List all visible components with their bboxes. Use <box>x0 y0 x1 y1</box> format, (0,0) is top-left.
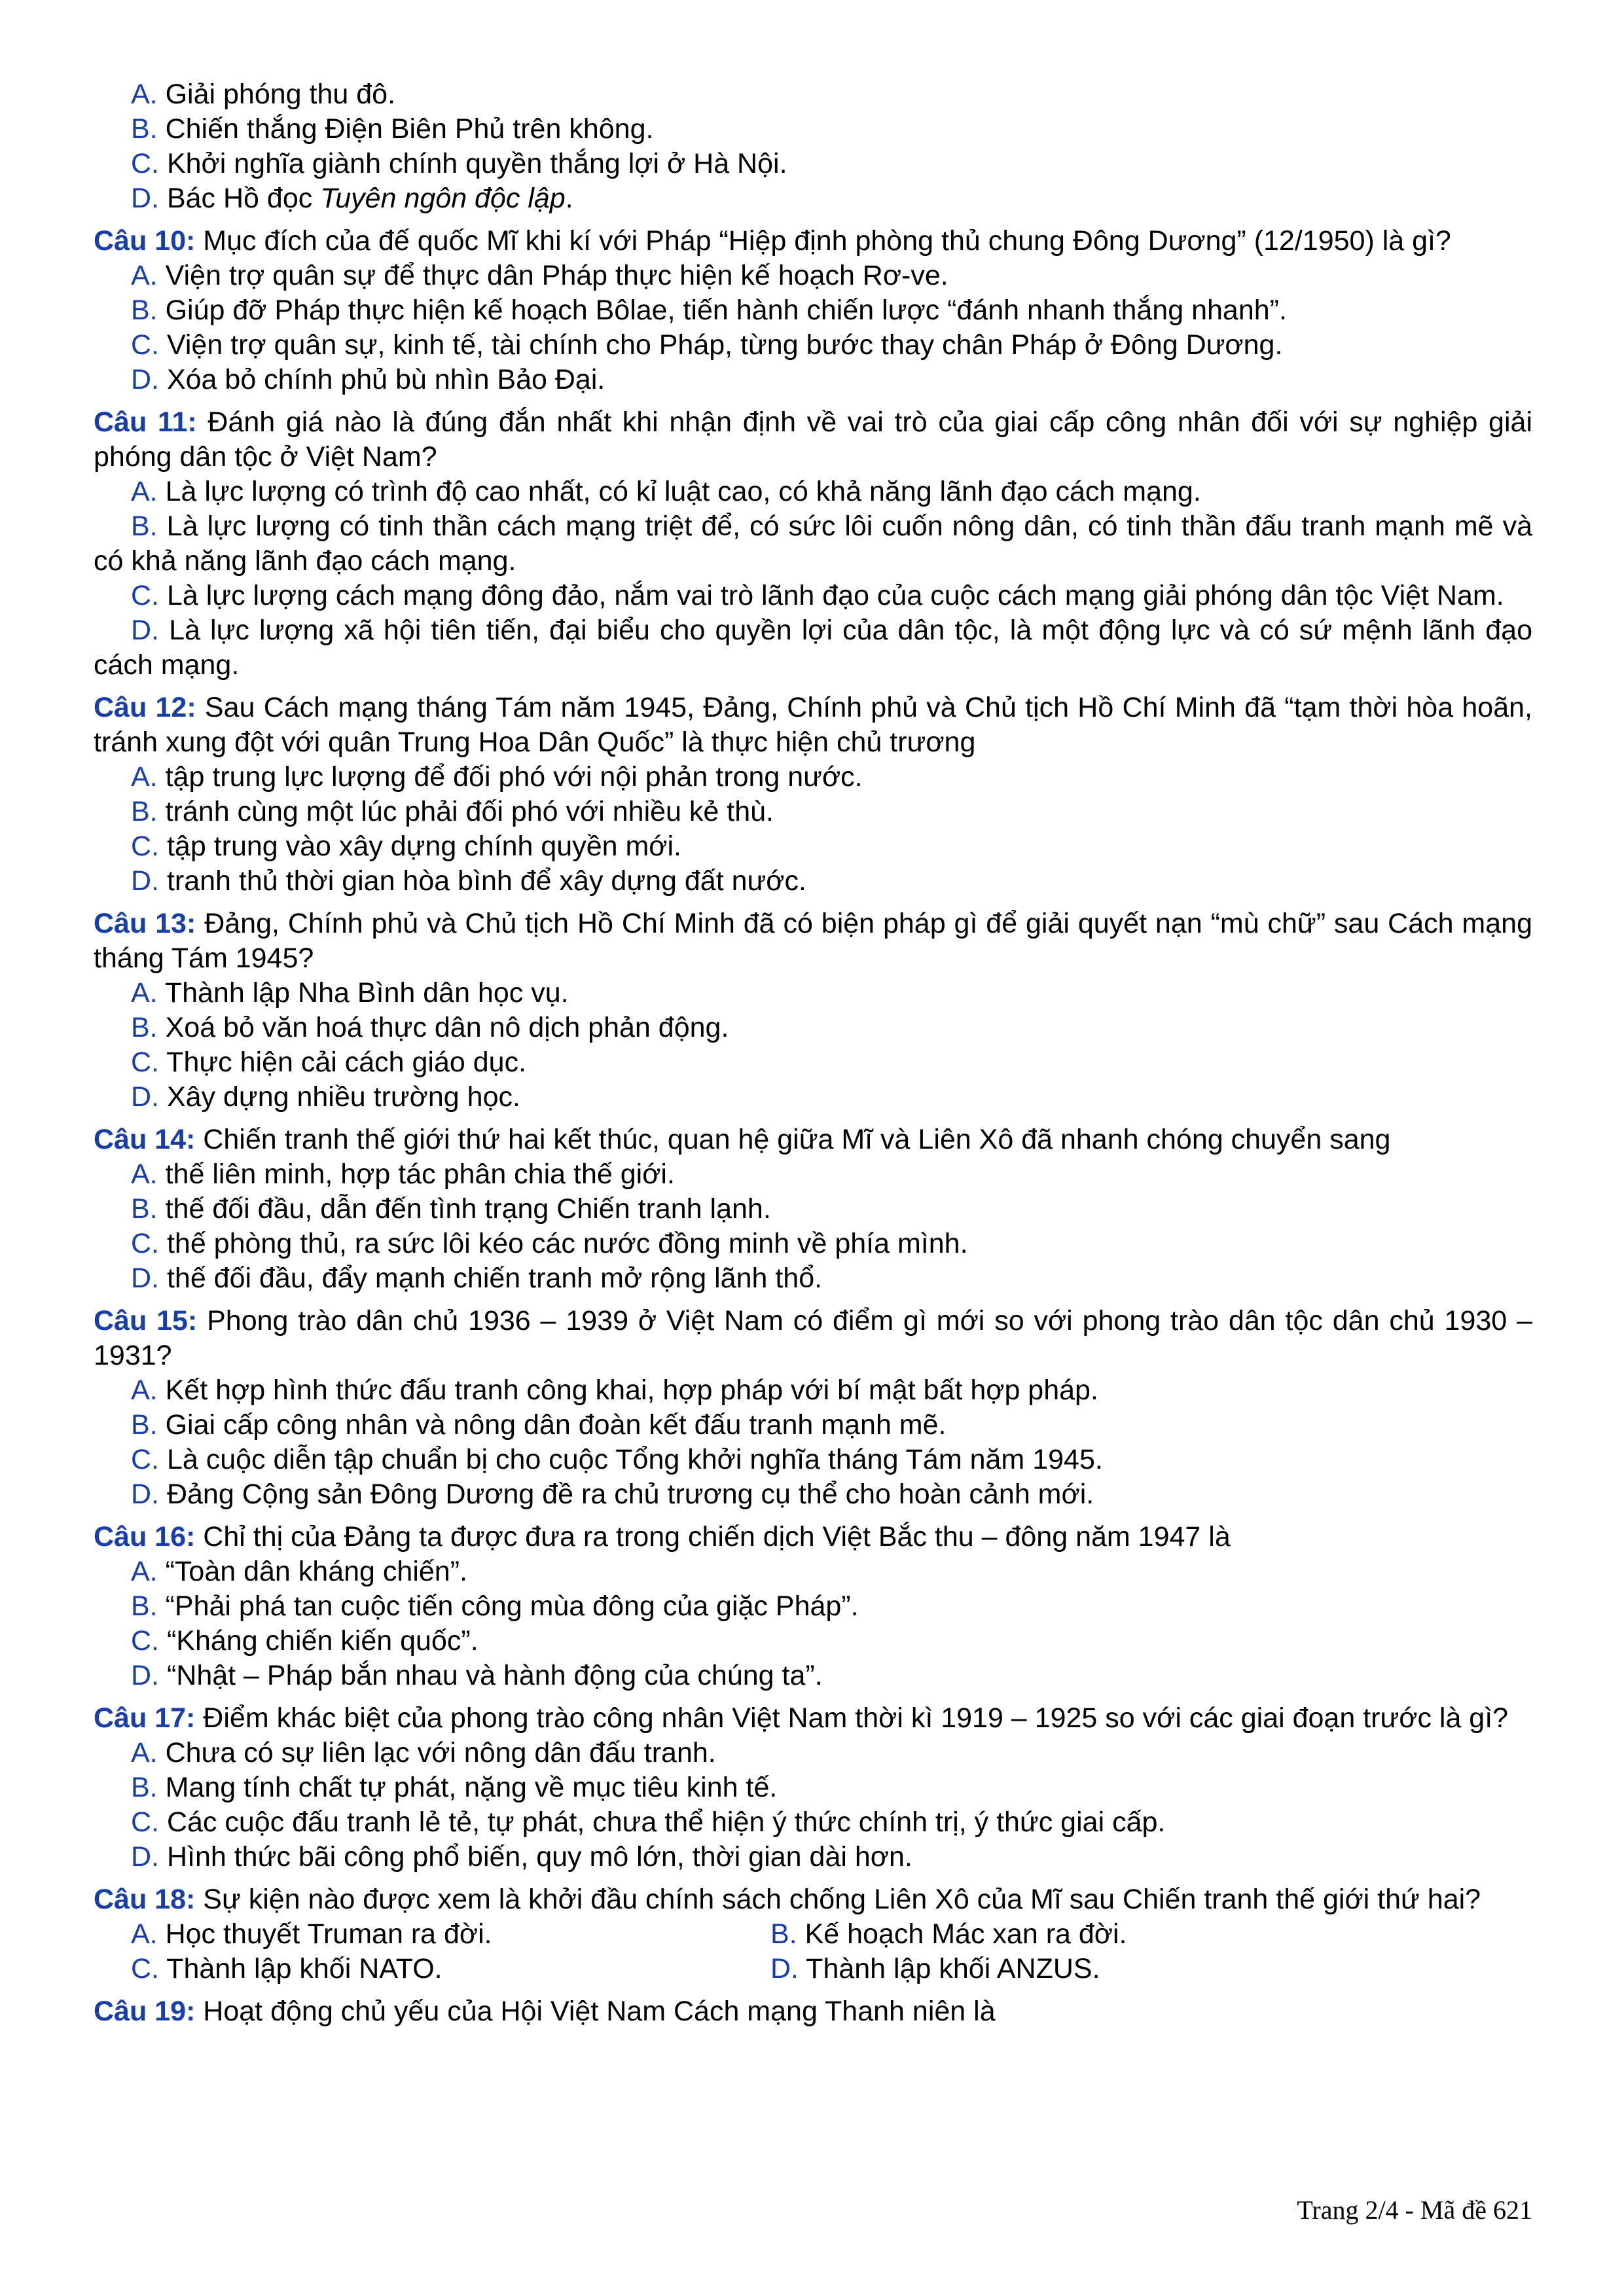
q12-option-b <box>94 795 1532 829</box>
option-letter: A. <box>131 1374 158 1406</box>
question-text: Sau Cách mạng tháng Tám năm 1945, Đảng, Chính phủ và Chủ tịch Hồ Chí Minh đã “tạm thời hòa hoãn, tránh xung đột với quân Trung Hoa Dân Quốc” là thực hiện chủ trương <box>94 692 1532 758</box>
option-text: Kết hợp hình thức đấu tranh công khai, hợp pháp với bí mật bất hợp pháp. <box>165 1374 1098 1406</box>
option-letter: B. <box>131 511 158 542</box>
option-letter: B. <box>131 1409 158 1441</box>
option-letter: C. <box>131 1625 159 1657</box>
option-text: Là lực lượng xã hội tiên tiến, đại biểu cho quyền lợi của dân tộc, là một động lực và có sứ mệnh lãnh đạo cách mạng. <box>94 615 1532 681</box>
option-text: thế liên minh, hợp tác phân chia thế giới. <box>165 1158 675 1190</box>
option-letter: B. <box>131 1772 158 1803</box>
q14-option-a <box>94 1157 1532 1192</box>
q15-option-b <box>94 1408 1532 1443</box>
option-text: “Kháng chiến kiến quốc”. <box>166 1625 478 1657</box>
option-text: thế đối đầu, đẩy mạnh chiến tranh mở rộng lãnh thổ. <box>166 1263 823 1294</box>
option-letter: B. <box>131 295 158 326</box>
option-letter: C. <box>131 1953 159 1984</box>
question-number: Câu 12: <box>94 692 196 723</box>
question-text: Đảng, Chính phủ và Chủ tịch Hồ Chí Minh đã có biện pháp gì để giải quyết nạn “mù chữ” sau Cách mạng tháng Tám 1945? <box>94 908 1532 974</box>
option-text: Thành lập Nha Bình dân học vụ. <box>164 977 569 1009</box>
q17-option-c <box>94 1805 1532 1840</box>
question-17 <box>94 1701 1532 1736</box>
option-text: Viện trợ quân sự, kinh tế, tài chính cho Pháp, từng bước thay chân Pháp ở Đông Dương. <box>166 329 1283 361</box>
q18-option-d <box>770 1952 1410 1986</box>
option-letter: A. <box>131 79 158 110</box>
question-text: Mục đích của đế quốc Mĩ khi kí với Pháp “Hiệp định phòng thủ chung Đông Dương” (12/1950) là gì? <box>203 225 1451 257</box>
q14-option-d <box>94 1261 1532 1296</box>
question-number: Câu 15: <box>94 1305 198 1336</box>
option-text: tránh cùng một lúc phải đối phó với nhiều kẻ thù. <box>165 796 774 827</box>
q18-option-c <box>131 1952 770 1986</box>
question-text: Phong trào dân chủ 1936 – 1939 ở Việt Nam có điểm gì mới so với phong trào dân tộc dân chủ 1930 – 1931? <box>94 1305 1532 1371</box>
question-number: Câu 19: <box>94 1996 196 2027</box>
option-text: tập trung vào xây dựng chính quyền mới. <box>166 831 682 862</box>
question-15 <box>94 1304 1532 1373</box>
option-text: “Phải phá tan cuộc tiến công mùa đông của giặc Pháp”. <box>165 1590 859 1622</box>
q10-option-b <box>94 293 1532 328</box>
option-text: “Nhật – Pháp bắn nhau và hành động của chúng ta”. <box>166 1660 823 1691</box>
option-text: Đảng Cộng sản Đông Dương đề ra chủ trương cụ thể cho hoàn cảnh mới. <box>166 1479 1094 1510</box>
option-text: Giai cấp công nhân và nông dân đoàn kết đấu tranh mạnh mẽ. <box>165 1409 947 1441</box>
q10-option-c <box>94 328 1532 363</box>
question-number: Câu 17: <box>94 1702 196 1734</box>
option-letter: A. <box>131 260 158 291</box>
q11-option-a <box>94 475 1532 509</box>
option-text: Thành lập khối ANZUS. <box>806 1953 1100 1984</box>
q17-option-d <box>94 1840 1532 1874</box>
option-letter: A. <box>131 1918 158 1950</box>
question-10 <box>94 224 1532 259</box>
q16-option-d <box>94 1659 1532 1693</box>
option-letter: C. <box>131 1228 159 1259</box>
q13-option-b <box>94 1011 1532 1045</box>
question-number: Câu 18: <box>94 1884 196 1915</box>
question-number: Câu 16: <box>94 1521 196 1552</box>
option-text-suffix: . <box>565 183 573 214</box>
option-letter: D. <box>131 364 159 395</box>
question-14 <box>94 1122 1532 1157</box>
question-text: Sự kiện nào được xem là khởi đầu chính sách chống Liên Xô của Mĩ sau Chiến tranh thế giới thứ hai? <box>203 1884 1481 1915</box>
question-12 <box>94 691 1532 760</box>
q11-option-c <box>94 579 1532 613</box>
question-number: Câu 10: <box>94 225 196 257</box>
option-text: Mang tính chất tự phát, nặng về mục tiêu kinh tế. <box>165 1772 778 1803</box>
option-letter: A. <box>131 761 158 793</box>
q16-option-b <box>94 1589 1532 1624</box>
option-text: Viện trợ quân sự để thực dân Pháp thực hiện kế hoạch Rơ-ve. <box>165 260 948 291</box>
option-text: Các cuộc đấu tranh lẻ tẻ, tự phát, chưa thể hiện ý thức chính trị, ý thức giai cấp. <box>166 1806 1166 1838</box>
question-text: Chỉ thị của Đảng ta được đưa ra trong chiến dịch Việt Bắc thu – đông năm 1947 là <box>203 1521 1231 1552</box>
q18-options-grid <box>94 1917 1532 1986</box>
option-letter: D. <box>131 1841 159 1873</box>
option-text: Xóa bỏ chính phủ bù nhìn Bảo Đại. <box>166 364 605 395</box>
q17-option-b <box>94 1770 1532 1805</box>
option-letter: C. <box>131 1444 159 1475</box>
q14-option-b <box>94 1192 1532 1227</box>
option-letter: A. <box>131 476 158 507</box>
question-11 <box>94 405 1532 475</box>
option-text: Khởi nghĩa giành chính quyền thắng lợi ở Hà Nội. <box>166 148 787 179</box>
option-letter: C. <box>131 580 159 611</box>
option-letter: B. <box>770 1918 797 1950</box>
option-text: thế đối đầu, dẫn đến tình trạng Chiến tranh lạnh. <box>165 1193 771 1225</box>
option-text: thế phòng thủ, ra sức lôi kéo các nước đồng minh về phía mình. <box>166 1228 968 1259</box>
q13-option-c <box>94 1045 1532 1080</box>
question-number: Câu 11: <box>94 406 197 438</box>
q17-option-a <box>94 1736 1532 1770</box>
q12-option-d <box>94 864 1532 899</box>
question-16 <box>94 1520 1532 1554</box>
q9-option-a <box>94 77 1532 112</box>
option-text: “Toàn dân kháng chiến”. <box>165 1556 467 1587</box>
q9-option-c <box>94 147 1532 181</box>
option-text: Thực hiện cải cách giáo dục. <box>166 1047 527 1078</box>
option-letter: A. <box>131 1737 158 1768</box>
q11-option-b <box>94 509 1532 579</box>
q13-option-a <box>94 976 1532 1011</box>
question-text: Chiến tranh thế giới thứ hai kết thúc, quan hệ giữa Mĩ và Liên Xô đã nhanh chóng chuyển sang <box>203 1124 1391 1155</box>
question-number: Câu 13: <box>94 908 196 939</box>
question-text: Hoạt động chủ yếu của Hội Việt Nam Cách mạng Thanh niên là <box>203 1996 996 2027</box>
option-text: Học thuyết Truman ra đời. <box>165 1918 492 1950</box>
q12-option-a <box>94 760 1532 795</box>
question-18 <box>94 1882 1532 1917</box>
q13-option-d <box>94 1080 1532 1115</box>
q11-option-d <box>94 613 1532 683</box>
q15-option-c <box>94 1443 1532 1477</box>
question-number: Câu 14: <box>94 1124 196 1155</box>
q15-option-a <box>94 1373 1532 1408</box>
option-text: Xây dựng nhiều trường học. <box>166 1081 520 1113</box>
option-text: Giải phóng thu đô. <box>165 79 396 110</box>
option-text: Xoá bỏ văn hoá thực dân nô dịch phản động. <box>165 1012 729 1043</box>
option-letter: A. <box>131 1158 158 1190</box>
option-letter: D. <box>131 1081 159 1113</box>
option-letter: C. <box>131 1806 159 1838</box>
option-letter: B. <box>131 1012 158 1043</box>
option-letter: D. <box>131 1660 159 1691</box>
option-text-italic: Tuyên ngôn độc lập <box>320 183 566 214</box>
question-13 <box>94 906 1532 976</box>
option-letter: B. <box>131 113 158 145</box>
option-letter: D. <box>131 865 159 897</box>
option-letter: C. <box>131 831 159 862</box>
q9-option-d <box>94 181 1532 216</box>
question-19 <box>94 1994 1532 2029</box>
option-letter: B. <box>131 1193 158 1225</box>
option-text: Chiến thắng Điện Biên Phủ trên không. <box>165 113 654 145</box>
q9-option-b <box>94 112 1532 147</box>
page-footer: Trang 2/4 - Mã đề 621 <box>1297 2195 1532 2225</box>
question-text: Điểm khác biệt của phong trào công nhân Việt Nam thời kì 1919 – 1925 so với các giai đoạn trước là gì? <box>203 1702 1509 1734</box>
q12-option-c <box>94 829 1532 864</box>
q16-option-c <box>94 1624 1532 1659</box>
option-text-prefix: Bác Hồ đọc <box>166 183 321 214</box>
option-letter: A. <box>131 1556 158 1587</box>
option-text: Là lực lượng cách mạng đông đảo, nắm vai trò lãnh đạo của cuộc cách mạng giải phóng dân tộc Việt Nam. <box>166 580 1504 611</box>
q18-option-b <box>770 1917 1410 1952</box>
q10-option-a <box>94 259 1532 293</box>
question-text: Đánh giá nào là đúng đắn nhất khi nhận định về vai trò của giai cấp công nhân đối với sự nghiệp giải phóng dân tộc ở Việt Nam? <box>94 406 1532 473</box>
q18-option-a <box>131 1917 770 1952</box>
option-text: tập trung lực lượng để đối phó với nội phản trong nước. <box>165 761 863 793</box>
option-text: Giúp đỡ Pháp thực hiện kế hoạch Bôlae, tiến hành chiến lược “đánh nhanh thắng nhanh”. <box>165 295 1287 326</box>
option-letter: B. <box>131 796 158 827</box>
option-text: Hình thức bãi công phổ biến, quy mô lớn, thời gian dài hơn. <box>166 1841 912 1873</box>
option-text: Chưa có sự liên lạc với nông dân đấu tranh. <box>165 1737 716 1768</box>
question-list <box>94 77 1532 2029</box>
q14-option-c <box>94 1227 1532 1261</box>
option-text: tranh thủ thời gian hòa bình để xây dựng đất nước. <box>166 865 806 897</box>
q16-option-a <box>94 1554 1532 1589</box>
option-letter: D. <box>131 1479 159 1510</box>
option-letter: B. <box>131 1590 158 1622</box>
q10-option-d <box>94 363 1532 397</box>
option-letter: C. <box>131 329 159 361</box>
option-letter: C. <box>131 1047 159 1078</box>
option-letter: A. <box>131 977 158 1009</box>
option-text: Thành lập khối NATO. <box>166 1953 442 1984</box>
option-letter: D. <box>131 183 159 214</box>
option-text: Là lực lượng có trình độ cao nhất, có kỉ luật cao, có khả năng lãnh đạo cách mạng. <box>165 476 1201 507</box>
option-letter: D. <box>131 615 159 646</box>
option-text: Là lực lượng có tinh thần cách mạng triệt để, có sức lôi cuốn nông dân, có tinh thần đấu tranh mạnh mẽ và có khả năng lãnh đạo cách mạng. <box>94 511 1532 577</box>
option-text: Là cuộc diễn tập chuẩn bị cho cuộc Tổng khởi nghĩa tháng Tám năm 1945. <box>166 1444 1103 1475</box>
q15-option-d <box>94 1477 1532 1512</box>
option-letter: D. <box>770 1953 799 1984</box>
option-letter: D. <box>131 1263 159 1294</box>
option-text: Kế hoạch Mác xan ra đời. <box>804 1918 1127 1950</box>
option-letter: C. <box>131 148 159 179</box>
